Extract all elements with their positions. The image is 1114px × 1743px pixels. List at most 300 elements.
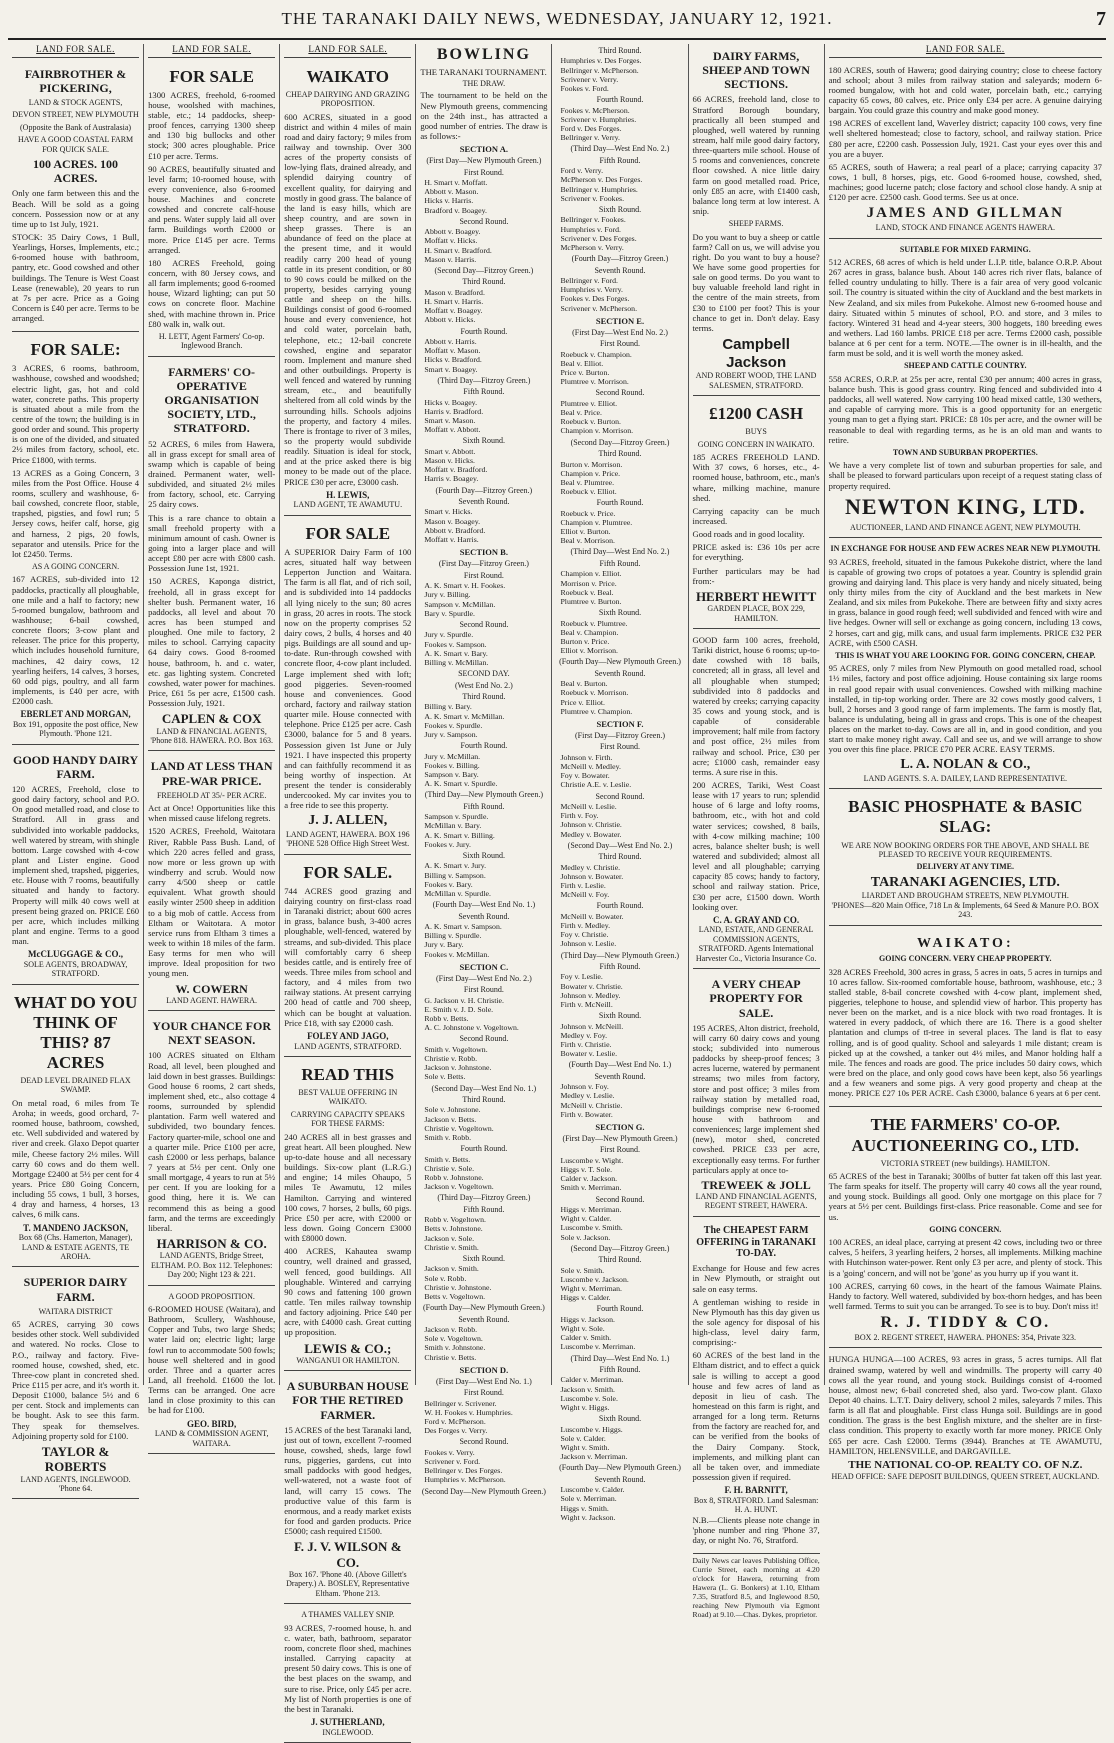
draw-venue: (First Day—New Plymouth Green.) — [426, 156, 542, 166]
column-7 — [825, 44, 1106, 1481]
draw-match: E. Smith v. J. D. Sole. — [424, 1004, 494, 1014]
advert-treweek-joll — [693, 972, 820, 1217]
masthead — [8, 0, 1106, 40]
draw-match: Christie v. Betts. — [424, 1352, 477, 1362]
draw-match: Johnson v. McNeill. — [560, 1021, 624, 1031]
draw-match: Foy v. Bowater. — [560, 771, 610, 781]
advert-body: 100 ACRES situated on Eltham Road, all level, been ploughed and laid down in best grasses. Buildings: Good house 6 rooms, 2 cart sheds, implement shed, etc., also cottage 4 rooms, surrounded by splendid plantation. Farm well watered and subdivided, two boundary fences. Factory quarter-mile, school one and a quarter mile. Price £100 per acre, cash £2000 or less perhaps, balance 7 years at 5½ per cent. Only one small mortgage, 4 years to run at 5½ per cent. If you are looking for a good thing, here it is. We can recommend this as being a good farm, and the terms are exceedingly liberal. — [148, 1050, 276, 1233]
advert-body: 185 ACRES FREEHOLD LAND. With 37 cows, 6 horses, etc., 4-roomed house, bathroom, etc., man's whare, milking machine, manure shed. — [692, 452, 820, 503]
draw-venue: (Second Day—Fitzroy Green.) — [570, 437, 670, 447]
draw-match: Moffatt v. Boagey. — [424, 306, 483, 316]
draw-match: Mason v. Harris. — [424, 254, 477, 264]
draw-match: Bary v. Spurdle. — [424, 608, 475, 618]
draw-match: Sampson v. Bary. — [424, 769, 479, 779]
draw-round-heading: Seventh Round. — [594, 1071, 646, 1081]
draw-match: A. K. Smart v. Spurdle. — [424, 779, 498, 789]
draw-venue: (Fourth Day—West End No. 1.) — [432, 900, 536, 910]
draw-round-heading: Sixth Round. — [598, 608, 642, 618]
draw-venue: (First Day—Fitzroy Green.) — [438, 559, 529, 569]
draw-round-heading: Seventh Round. — [594, 1474, 646, 1484]
advert-signature: L. A. NOLAN & CO., — [900, 757, 1031, 773]
draw-round-heading: Fourth Round. — [596, 1304, 644, 1314]
draw-round-heading: First Round. — [463, 167, 504, 177]
draw-match: Higgs v. T. Sole. — [560, 1165, 613, 1175]
advert-campbell-jackson — [693, 44, 820, 396]
draw-round-heading: Third Round. — [462, 691, 506, 701]
advert-signature: McCLUGGAGE & CO., — [28, 949, 124, 960]
advert-body: HUNGA HUNGA—100 ACRES, 93 acres in grass, 5 acres turnips. All flat drained swamp, watered by well and windmills. The property will carry 40 cows all the year round, and young stock. Buildings consist of 4-roomed house, almost new; 6-bail concreted shed, also yard. Two-cow plant. Glaxo Depot 40 chains. L.T.T. Dairy delivery, school 2 miles, saleyards 7 miles. This farm is all flat and ploughable. First class Hunga soil. Buildings are in good condition. The grass is the best English mixture, and the shelter are in first-class condition. This property to exactly worth far more money. PRICE Only £65 per acre. Cash £2000. Terms (3944). Branches at TE AWAMUTU, HAMILTON, HELENSVILLE, and DARGAVILLE. — [828, 1354, 1102, 1456]
draw-match: Plumtree v. Burton. — [560, 596, 622, 606]
bowling-subtitle: THE TARANAKI TOURNAMENT. — [420, 66, 547, 77]
draw-match: McMillan v. Bary. — [424, 821, 482, 831]
draw-match: A. K. Smart v. Jury. — [424, 861, 487, 871]
draw-match: Christie v. Sole. — [424, 1163, 475, 1173]
advert-signature-address: LIARDET AND BROUGHAM STREETS, NEW PLYMOUTH. — [861, 891, 1069, 901]
draw-match: Abbott v. Harris. — [424, 337, 477, 347]
advert-note: N.B.—Clients please note change in 'phone number and ring 'Phone 37, day, or night No. 76, Stratford. — [692, 1514, 820, 1545]
draw-venue: (Second Day—Fitzroy Green.) — [434, 265, 534, 275]
advert-heading: A VERY CHEAP PROPERTY FOR SALE. — [709, 977, 803, 1020]
draw-match: Roebuck v. Morrison. — [560, 688, 629, 698]
draw-match: Abbott v. Hicks. — [424, 315, 476, 325]
advert-body: 3 ACRES, 6 rooms, bathroom, washhouse, cowshed and woodshed; electric light, gas, hot and cold water, concrete paths. This property is situated about a mile from the centre of the town; the building is in good order and sound. This property is on one of the divided, and situated 2½ miles from factory, school, etc. Price £1800, with terms. — [12, 363, 140, 465]
draw-round-heading: First Round. — [599, 742, 640, 752]
advert-signature: W. COWERN — [175, 981, 248, 996]
column-heading: LAND FOR SALE. — [829, 44, 1102, 58]
draw-match: Jackson v. Merriman. — [560, 1452, 628, 1462]
advert-signature: NEWTON KING, LTD. — [844, 493, 1086, 519]
column-3 — [280, 44, 416, 1737]
advert-signature-address: AND ROBERT WOOD, THE LAND SALESMEN, STRATFORD. — [695, 371, 817, 390]
draw-match: Robb v. Vogeltown. — [424, 1215, 486, 1225]
advert-signature: J. SUTHERLAND, — [310, 1717, 385, 1727]
draw-match: Sole v. Merriman. — [560, 1494, 617, 1504]
advert-signature: H. LEWIS, — [326, 489, 370, 500]
advert-ca-gray — [693, 632, 820, 969]
draw-match: Plumtree v. Champion. — [560, 706, 633, 716]
advert-body: We have a very complete list of town and suburban properties for sale, and shall be pleased to forward particulars upon receipt of a request stating class of property required. — [828, 460, 1102, 491]
draw-match: Jackson v. Smith. — [560, 1384, 615, 1394]
advert-signature: TARANAKI AGENCIES, LTD. — [870, 874, 1060, 890]
advert-j-sutherland — [284, 1607, 411, 1743]
advert-signature: C. A. GRAY AND CO. — [713, 914, 800, 925]
draw-match: Smart v. Hicks. — [424, 507, 473, 517]
advert-body: Only one farm between this and the Beach. Will be sold as a going concern. Possession now or at any time up to 1st July, 1921. — [12, 188, 140, 229]
draw-round-heading: Second Round. — [595, 1194, 645, 1204]
draw-round-heading: Fifth Round. — [599, 1365, 641, 1375]
advert-body: 66 ACRES, freehold land, close to Stratford Borough boundary, practically all been stumped and ploughed, well watered by running stream, half mile good dairy factory, three-quarters mile school. House of 5 rooms and conveniences, concrete floor cowshed. A nice little dairy farm on good metalled road. Price, only £85 an acre, with £1400 cash, balance long term at low interest. A snip. — [692, 94, 820, 217]
draw-match: Luscombe v. Wight. — [560, 1155, 624, 1165]
draw-match: McMillan v. Spurdle. — [424, 888, 491, 898]
advert-signature-address: BOX 2. REGENT STREET, HAWERA. PHONES: 354, Private 323. — [854, 1332, 1077, 1342]
advert-jj-allen — [284, 519, 411, 855]
advert-heading: WHAT DO YOU THINK OF THIS? 87 ACRES — [13, 992, 138, 1072]
draw-match: Bellringer v. McPherson. — [560, 65, 639, 75]
draw-venue: (First Day—West End No. 1.) — [435, 1376, 532, 1386]
advert-body: 120 ACRES, Freehold, close to good dairy factory, school and P.O. On good metalled road, and close to Stratford. All in grass and subdivided into workable paddocks, well watered by stream, with shingle bottom. Large cowshed with 4-cow plant and Lister engine. Good implement shed, trapshed, piggeries, etc. House with 7 rooms, beautifully situated and handy to factory. Property will milk 40 cows well at present being grazed on. PRICE £60 per acre, which includes milking plant and engine. Terms to a good man. — [12, 784, 140, 947]
draw-match: Luscombe v. Calder. — [560, 1485, 625, 1495]
draw-match: Firth v. Foy. — [560, 811, 599, 821]
draw-match: Fookes v. Ford. — [560, 84, 609, 93]
advert-james-gillman — [829, 62, 1102, 239]
advert-body: Good roads and in good locality. — [692, 529, 805, 540]
draw-match: Johnson v. Christie. — [560, 820, 622, 830]
advert-fairbrother-pickering — [12, 62, 139, 333]
advert-signature-address: LAND AGENT. HAWERA. — [166, 995, 258, 1005]
draw-round-heading: Fifth Round. — [599, 961, 641, 971]
bowling-draw-heading: THE DRAW. — [462, 79, 506, 89]
advert-heading: GOOD HANDY DAIRY FARM. — [12, 752, 139, 781]
draw-round-heading: First Round. — [463, 570, 504, 580]
draw-venue: (West End No. 2.) — [454, 680, 513, 690]
advert-mccluggage — [12, 748, 139, 985]
advert-body: 95 ACRES, only 7 miles from New Plymouth on good metalled road, school 1½ miles, factory and post office adjoining. House containing six large rooms in real good repair with usual conveniences. Cowshed with milking machine installed, in tip-top working order. There are 32 cows mostly good calvers, 1 bull, 2 horses and 3 good range of farm implements. The farm is mostly flat, balance is undulating, being all in grass and crops. This is one of the cheapest places on the market to-day. Cows are all in, and in good condition, and you start to make money right away. Call and see us, and we will arrange to show you over this fine place. PRICE £70 PER ACRE. EASY TERMS. — [828, 663, 1102, 755]
draw-match: Johnson v. Firth. — [560, 752, 613, 762]
advert-body: 6-ROOMED HOUSE (Waitara), and Bathroom, Scullery, Washhouse, Copper and Tubs, two large Sheds; water laid on; electric light; large fowl run to accommodate 500 fowls; house well sheltered and in good order. Three and a quarter acres Land, all freehold. £1600 the lot. Terms can be arranged. One acre land in close proximity to this can be had for £100. — [148, 1304, 276, 1416]
draw-round-heading: Second Round. — [459, 1437, 509, 1447]
advert-signature: CAPLEN & COX — [161, 711, 262, 727]
advert-signature-address: INGLEWOOD. — [322, 1727, 374, 1737]
draw-round-heading: Fifth Round. — [463, 387, 505, 397]
advert-heading: FOR SALE: — [30, 340, 121, 360]
column-2 — [144, 44, 280, 1448]
draw-round-heading: Second Round. — [459, 619, 509, 629]
advert-newton-king — [829, 242, 1102, 539]
draw-match: Bowater v. Leslie. — [560, 1049, 618, 1059]
draw-round-heading: Seventh Round. — [458, 1314, 510, 1324]
draw-match: A. K. Smart v. Sampson. — [424, 922, 502, 931]
advert-signature: FOLEY AND JAGO, — [307, 1030, 389, 1041]
advert-subheading: GOING CONCERN. — [929, 1224, 1002, 1234]
draw-match: Medley v. Leslie. — [560, 1091, 615, 1101]
draw-match: Higgs v. Calder. — [560, 1293, 611, 1303]
draw-match: Humphries v. Des Forges. — [560, 56, 642, 66]
advert-signature-address: LAND AGENT, HAWERA. BOX 196 'PHONE 528 Office High Street West. — [285, 830, 410, 849]
draw-venue: (First Day—Fitzroy Green.) — [575, 730, 665, 740]
advert-body: 13 ACRES as a Going Concern, 3 miles from the Post Office. House 4 rooms, scullery and washhouse, 6-bail cowshed, concrete floor, stable, trapshed, pigsties, and fowl run; 5 Jersey cows, heifer calf, horse, gig and harness, 2 pigs, 20 fowls, separator and utensils. Price for the lot £2450. Terms. — [12, 467, 140, 559]
draw-match: Roebuck v. Plumtree. — [560, 618, 628, 628]
advert-address: DEVON STREET, NEW PLYMOUTH — [12, 110, 139, 120]
advert-foley-jago — [284, 858, 411, 1057]
draw-match: Beal v. Morrison. — [560, 536, 615, 546]
draw-round-heading: Fifth Round. — [599, 155, 641, 165]
draw-match: Jury v. McMillan. — [424, 751, 481, 761]
column-1 — [8, 44, 144, 1493]
advert-body: 1300 ACRES, freehold, 6-roomed house, woolshed with machines, stable, etc.; 14 paddocks, sheep-proof fences, carrying 1300 sheep and 130 big bullocks and other stock; 300 acres ploughable. Price £10 per acre. Terms. — [148, 89, 276, 161]
draw-round-heading: Fourth Round. — [596, 498, 644, 508]
advert-body: 558 ACRES, O.R.P. at 25s per acre, rental £30 per annum; 400 acres in grass, balance bush. This is good grass country. Ring fenced and subdivided into 4 paddocks, all well watered. Now carrying 100 head mixed cattle, 130 wethers, and capable of carrying more. This is a good opportunity for an energetic young man to get a flying start. PRICE: £8 10s per acre, and the owner will be reasonable to deal with regarding terms, as he is an old man and wants to retire. — [828, 373, 1102, 445]
draw-round-heading: Third Round. — [462, 1095, 506, 1105]
draw-match: Hicks v. Bradford. — [424, 355, 482, 365]
advert-w-cowern — [148, 754, 275, 1011]
draw-round-heading: First Round. — [599, 1145, 640, 1155]
advert-signature-address: LAND, ESTATE, AND GENERAL COMMISSION AGENTS, STRATFORD. Agents International Harvester Co., Victoria Insurance Co. — [695, 925, 817, 963]
advert-subheading: SHEEP AND CATTLE COUNTRY. — [904, 361, 1027, 371]
draw-round-heading: Second Round. — [459, 216, 509, 226]
advert-signature: TAYLOR & ROBERTS — [41, 1443, 110, 1475]
draw-round-heading: Sixth Round. — [598, 1414, 642, 1424]
draw-match: Betts v. Vogeltown. — [424, 1292, 486, 1302]
advert-subheading: BEST VALUE OFFERING IN WAIKATO. — [298, 1087, 398, 1107]
advert-body: On metal road, 6 miles from Te Aroha; in weeds, good orchard, 7-roomed house, bathroom, cowshed, etc. Well subdivided and watered by river and creek. Glaxo Depot quarter mile, Cheese factory 2½ miles. Will carry 60 cows and do them well. Mortgage £2400 at 5½ per cent for 4 years. Price £80 Going Concern, including 55 cows, 1 bull, 3 horses, 4 dray and harness, 4 horses, 13 calves, 6 milk cans. — [12, 1097, 140, 1220]
draw-round-heading: Second Round. — [595, 791, 645, 801]
draw-match: Higgs v. Jackson. — [560, 1314, 615, 1324]
draw-match: Firth v. Bowater. — [560, 1109, 613, 1119]
advert-stock: STOCK: 35 Dairy Cows, 1 Bull, Yearlings, Horses, Implements, etc.; 6-roomed house with bathroom, pantry, etc. Good cowshed and other buildings. The Tenure is West Coast Lease (renewable), 20 years to run at 7s per acre. Price as a Going Concern is £40 per acre. Terms to be arranged. — [12, 231, 140, 324]
draw-match: Wight v. Jackson. — [560, 1512, 616, 1522]
advert-body: 167 ACRES, sub-divided into 12 paddocks, practically all ploughable, one mile and a half to factory; new 5-roomed bungalow, bathroom and washhouse; 6-bail cowshed, concrete floors; 3-cow plant and releaser. The price for this property, which includes household furniture, machines, 42 dairy cows, 12 yearling heifers, 14 calves, 3 horses, 60 odd pigs, poultry, and all farm implements, is £40 per acre, with £2000 cash. — [12, 574, 140, 707]
advert-body: Carrying capacity can be much increased. — [692, 505, 820, 527]
advert-harrison — [148, 1014, 275, 1285]
advert-signature-address: Box 8, STRATFORD. Land Salesman: H. A. HUNT. — [693, 1495, 819, 1515]
draw-match: Abbott v. Mason. — [424, 187, 479, 197]
draw-round-heading: Fifth Round. — [599, 558, 641, 568]
draw-round-heading: Sixth Round. — [598, 205, 642, 214]
draw-venue: (Second Day—Fitzroy Green.) — [570, 1243, 670, 1253]
draw-match: McPherson v. Verry. — [560, 243, 624, 252]
advert-subheading: AS A GOING CONCERN. — [31, 561, 120, 571]
advert-signature-address: Box 68 (Chs. Hamerton, Manager), LAND & ESTATE AGENTS, TE AROHA. — [18, 1233, 133, 1261]
draw-match: Higgs v. Merriman. — [560, 1205, 622, 1215]
column-4-bowling — [416, 44, 552, 1496]
advert-heading: FAIRBROTHER & PICKERING, — [24, 66, 127, 95]
advert-fh-barnitt — [693, 1220, 820, 1554]
draw-match: Beal v. Champion. — [560, 627, 619, 637]
draw-round-heading: Fourth Round. — [460, 1144, 508, 1154]
advert-address-note: (Opposite the Bank of Australasia) — [20, 122, 132, 132]
advert-body: Do you want to buy a sheep or cattle farm? Call on us, we will advise you right. Do you want to buy a house? We have some good properties for sale on good terms. Do you want to buy valuable freehold land right in the centre of the main streets, from £30 to £100 per foot? This is your chance to get in. Don't delay. Easy terms. — [692, 231, 820, 333]
advert-body: 65 ACRES of the best in Taranaki; 300lbs of butter fat taken off this last year. The farm speaks for itself. The property will carry 40 cows all the year round, and young stock. Buildings all good. Only one mortgage on this place for 7 years at 5½ per cent. Buildings first-class. Price reasonable. Come and see for us. — [828, 1170, 1102, 1222]
column-heading: LAND FOR SALE. — [148, 44, 275, 58]
draw-match: Jury v. Bary. — [424, 940, 464, 950]
advert-body: 240 ACRES all in best grasses and great heart. All been ploughed. New up-to-date house and all necessary buildings. Six-cow plant (L.R.G.) and engine; 14 miles Ohaupo, 5 miles Te Awamutu, 12 miles Hamilton. Carrying and wintered 100 cows, 7 horses, 2 bulls, 60 pigs. Price £50 per acre, with £2000 or less down. Going Concern £3000 with £8000 down. — [284, 1131, 412, 1244]
advert-heading: YOUR CHANCE FOR NEXT SEASON. — [152, 1019, 271, 1048]
bowling-title: BOWLING — [436, 46, 531, 63]
draw-match: McPherson v. Des Forges. — [560, 175, 643, 185]
advert-signature-address: HEAD OFFICE: SAFE DEPOSIT BUILDINGS, QUEEN STREET, AUCKLAND. — [831, 1471, 1100, 1481]
draw-section-heading: SECTION B. — [459, 547, 508, 558]
advert-subheading: TOWN AND SUBURBAN PROPERTIES. — [892, 447, 1038, 457]
advert-taylor-roberts — [12, 1270, 139, 1499]
advert-signature-address: LAND AND FINANCIAL AGENTS, REGENT STREET, HAWERA. — [695, 1191, 817, 1211]
draw-match: Johnson v. Bowater. — [560, 871, 624, 881]
draw-match: Humphries v. Ford. — [560, 224, 622, 234]
advert-waikato-going-concern — [829, 929, 1102, 1108]
advert-body: 600 ACRES, situated in a good district and within 4 miles of main road and dairy factory; 9 miles from railway and township. Over 300 acres of the property consists of low-lying flats, drained already, and splendid dairying country of excellent quality, for dairying and mostly in good grass. The balance of the land is easy hills, which are sheep country, and are sown in sheep grasses. There is an abundance of feed on the place at the present time, and it would readily carry 200 head of young cattle in its present condition, or 80 to 90 cows could be milked on the property, besides carrying young cattle and sheep on the hills. Buildings consist of good 6-roomed house and every convenience, hot and cold water, porcelain bath, telephone, etc.; 12-bail concrete cowshed, engine and separator room. Implement and manure shed and other outbuildings. Property is well fenced and watered by running stream, etc., and beautifully sheltered from all cold winds by the surrounding hills. Schools adjoins the property, and factory 4 miles. There is frontage to river of 3 miles, so the property would subdivide readily. Situation is ideal for stock, and at the price asked there is big money to be made out of the place. PRICE £30 per acre, £3000 cash. — [284, 111, 412, 487]
advert-signature: THE NATIONAL CO-OP. REALTY CO. OF N.Z. — [848, 1458, 1083, 1471]
draw-match: Jury v. Billing. — [424, 590, 471, 600]
advert-heading: FOR SALE — [305, 523, 391, 543]
draw-match: Abbott v. Bradford. — [424, 525, 486, 535]
draw-match: Moffatt v. Bradford. — [424, 465, 488, 475]
advert-signature-address: SOLE AGENTS, BROADWAY, STRATFORD. — [23, 959, 128, 979]
advert-heading: A SUBURBAN HOUSE FOR THE RETIRED FARMER. — [286, 1379, 409, 1422]
advert-body: 90 ACRES, beautifully situated and level farm; 10-roomed house, with every convenience, also 6-roomed house. Machines and concrete cowshed and concrete calf-house and pens. Water supply laid all over farm. Buildings worth £2000 or more. Price £145 per acre. Terms arranged. — [148, 163, 276, 255]
draw-match: Sole v. Calder. — [560, 1433, 606, 1443]
advert-signature: JAMES AND GILLMAN — [866, 205, 1064, 222]
advert-eberlet-morgan — [12, 335, 139, 744]
draw-match: Scrivener v. Des Forges. — [560, 233, 637, 243]
draw-match: Ford v. Des Forges. — [560, 124, 622, 133]
draw-match: Firth v. McNeill. — [560, 999, 613, 1009]
draw-round-heading: First Round. — [599, 339, 640, 349]
draw-match: Bellringer v. Des Forges. — [424, 1466, 503, 1476]
draw-match: Robb v. Betts. — [424, 1014, 469, 1024]
advert-taranaki-agencies — [829, 792, 1102, 925]
advert-signature: EBERLET AND MORGAN, — [20, 709, 131, 720]
draw-match: Moffatt v. Harris. — [424, 535, 479, 545]
advert-signature: T. MANDENO JACKSON, — [23, 1222, 128, 1233]
advert-body: 100 ACRES, an ideal place, carrying at present 42 cows, including two or three calves, 5 heifers, 3 yearling heifers, 2 horses, all implements. Milking machine with Hutchinson water-power. Rent only £3 per acre, and plenty of stock. This is a 'going' concern, and will not be 'gone' as you hurry up if you want it. — [828, 1237, 1102, 1278]
draw-round-heading: Sixth Round. — [462, 1254, 505, 1264]
draw-match: Roebuck v. Burton. — [560, 417, 622, 427]
advert-heading: The CHEAPEST FARM OFFERING in TARANAKI TO-DAY. — [696, 1224, 816, 1260]
draw-round-heading: Sixth Round. — [462, 436, 505, 446]
draw-match: Fookes v. Bary. — [424, 879, 473, 889]
advert-body: 15 ACRES of the best Taranaki land, just out of town, excellent 7-roomed house, cowshed, sheds, large fowl runs, piggeries, gardens, cut into small paddocks with good hedges, well-watered, not a waste foot of land, will carry 15 cows. The productive value of this farm is enormous, and a ready market exists for food and garden products. Price £5000; cash required £1500. — [284, 1424, 412, 1537]
draw-round-heading: Third Round. — [598, 1255, 642, 1265]
advert-body: 180 ACRES Freehold, going concern, with 80 Jersey cows, and all farm implements; good 6-roomed house, Wizard lighting; can put 50 cows on concrete floor. Machine shed, with machine thrown in. Price £80 walk in, walk out. — [148, 257, 276, 329]
advert-signature: H. LETT, Agent Farmers' Co-op. Inglewood Branch. — [158, 331, 265, 351]
draw-venue: (Third Day—West End No. 1.) — [570, 1353, 670, 1363]
advert-heading: SUPERIOR DAIRY FARM. — [23, 1275, 128, 1304]
draw-match: A. K. Smart v. H. Fookes. — [424, 581, 506, 591]
advert-body: DELIVERY AT ANY TIME. — [916, 862, 1014, 872]
draw-round-heading: First Round. — [463, 1388, 504, 1398]
draw-match: Roebuck v. Elliot. — [560, 487, 617, 497]
draw-match: Christie v. Smith. — [424, 1242, 479, 1252]
advert-subheading: THIS IS WHAT YOU ARE LOOKING FOR. GOING CONCERN, CHEAP. — [835, 650, 1096, 660]
draw-match: Wight v. Smith. — [560, 1443, 610, 1453]
advert-acres: 100 ACRES. 100 ACRES. — [33, 157, 119, 186]
draw-match: Mason v. Bradford. — [424, 287, 485, 297]
draw-match: Champion v. Elliot. — [560, 569, 622, 579]
draw-venue: (First Day—West End No. 2.) — [435, 973, 532, 983]
column-heading: LAND FOR SALE. — [284, 44, 411, 58]
draw-match: Johnson v. Leslie. — [560, 939, 617, 949]
draw-match: Billing v. McMillan. — [424, 657, 489, 667]
advert-signature: F. J. V. WILSON & CO. — [294, 1539, 402, 1570]
advert-body: 744 ACRES good grazing and dairying country on first-class road in Taranaki district; about 600 acres in grass, balance bush, 3-400 acres ploughable, well-fenced, watered by streams, and sub-divided. This place will comfortably carry 6 sheep besides cattle, and is entirely free of weeds. Three miles from school and factory, and 4 miles from two railway stations. At present carrying 200 head of cattle and 700 sheep, which can be bought at valuation. Price £18, with say £2000 cash. — [284, 885, 412, 1028]
advert-national-coop-realty — [829, 1351, 1102, 1486]
advert-subheading: BUYS — [745, 427, 767, 437]
advert-offer: HAVE A GOOD COASTAL FARM FOR QUICK SALE. — [17, 135, 134, 154]
draw-match: Elliot v. Burton. — [560, 527, 611, 537]
advert-mandeno-jackson — [12, 988, 139, 1268]
advert-subheading: VICTORIA STREET (new buildings). HAMILTON. — [880, 1158, 1050, 1168]
newspaper-title: THE TARANAKI DAILY NEWS, WEDNESDAY, JANUARY 12, 1921. — [281, 9, 833, 28]
draw-venue: (Third Day—New Plymouth Green.) — [424, 790, 543, 800]
draw-match: Harris v. Boagey. — [424, 474, 479, 484]
draw-match: Firth v. Medley. — [560, 920, 611, 930]
advert-heading: IN EXCHANGE FOR HOUSE AND FEW ACRES NEAR NEW PLYMOUTH. — [830, 544, 1101, 554]
draw-match: Roebuck v. Price. — [560, 508, 616, 518]
draw-match: Wight v. Calder. — [560, 1214, 612, 1224]
draw-match: McNeill v. Christie. — [560, 1100, 623, 1110]
draw-match: Beal v. Plumtree. — [560, 477, 615, 487]
draw-match: Fookes v. McPherson. — [560, 105, 630, 115]
draw-match: Fookes v. Spurdle. — [424, 720, 483, 730]
draw-match: W. H. Fookes v. Humphries. — [424, 1407, 513, 1417]
draw-round-heading: Third Round. — [598, 852, 642, 862]
draw-venue: (Fourth Day—New Plymouth Green.) — [559, 657, 681, 667]
draw-match: Fookes v. Sampson. — [424, 639, 487, 649]
draw-match: Champion v. Plumtree. — [560, 517, 633, 527]
column-6 — [689, 44, 825, 1619]
advert-heading: SUITABLE FOR MIXED FARMING. — [899, 244, 1031, 254]
publisher-imprint: Daily News car leaves Publishing Office, Currie Street, each morning at 4.20 o'clock for Hawera, returning from Hawera (L. G. Bonkers) at 1.10, Eltham 7.35, Stratford 8.5, and Inglewood 8.50, reaching New Plymouth via Egmont Road) at 9.10.—Chas. Dykes, proprietor. — [692, 1556, 820, 1619]
draw-match: Betts v. Johnstone. — [424, 1224, 483, 1234]
draw-match: Medley v. Christie. — [560, 862, 621, 872]
draw-venue: (Fourth Day—New Plymouth Green.) — [559, 1463, 681, 1473]
advert-heading: WAIKATO: — [917, 935, 1014, 951]
draw-match: Jackson v. Robb. — [424, 1325, 478, 1335]
draw-match: Smart v. Boagey. — [424, 364, 478, 374]
draw-match: Jackson v. Sole. — [424, 1233, 475, 1243]
advert-h-lett — [148, 62, 275, 357]
advert-heading: LAND AT LESS THAN PRE-WAR PRICE. — [150, 759, 273, 788]
draw-match: Foy v. Leslie. — [560, 972, 603, 982]
advert-signature-address: LAND, STOCK AND FINANCE AGENTS HAWERA. — [875, 223, 1056, 233]
advert-signature-address: LAND AGENTS, STRATFORD. — [294, 1041, 402, 1051]
advert-heading: A GOOD PROPOSITION. — [168, 1291, 255, 1301]
draw-match: A. K. Smart v. McMillan. — [424, 711, 505, 721]
draw-match: Roebuck v. Beal. — [560, 587, 614, 597]
draw-match: A. C. Johnstone v. Vogeltown. — [424, 1023, 519, 1033]
draw-match: Des Forges v. Verry. — [424, 1426, 488, 1436]
draw-match: Smart v. Mason. — [424, 416, 476, 426]
draw-match: G. Jackson v. H. Christie. — [424, 995, 504, 1005]
advert-body: This is a rare chance to obtain a small freehold property with a minimum amount of cash. Owner is going into a larger place and will accept £80 per acre with £800 cash. Possession June 1st, 1921. — [148, 512, 276, 574]
draw-match: Harris v. Bradford. — [424, 406, 484, 416]
draw-match: Luscombe v. Sole. — [560, 1393, 618, 1403]
draw-match: A. K. Smart v. Bary. — [424, 648, 488, 658]
draw-match: Smith v. Johnstone. — [424, 1343, 486, 1353]
advert-signature-address: LAND AGENTS, INGLEWOOD. 'Phone 64. — [20, 1474, 131, 1493]
advert-fjv-wilson — [284, 1374, 411, 1604]
advert-signature-address: LAND & COMMISSION AGENT, WAITARA. — [154, 1429, 269, 1448]
draw-round-heading: Second Round. — [459, 1034, 509, 1044]
draw-round-heading: Third Round. — [598, 449, 642, 459]
draw-match: Beal v. Price. — [560, 408, 602, 418]
draw-match: Firth v. Leslie. — [560, 880, 606, 890]
advert-body: 400 ACRES, Kahautea swamp country, well drained and grassed, well fenced, good buildings. All ploughable. Wintered and carrying 90 cows and fattening 100 grown cattle. Ten miles railway township and factory adjoining. Price £40 per acre, with £4000 cash. Great cutting up proposition. — [284, 1246, 412, 1338]
draw-match: Scrivener v. Verry. — [560, 74, 619, 84]
draw-match: McNeill v. Medley. — [560, 761, 621, 771]
draw-match: Fookes v. Jury. — [424, 839, 471, 849]
draw-venue: (Fourth Day—Fitzroy Green.) — [571, 254, 669, 264]
advert-heading: FOR SALE — [169, 66, 254, 86]
draw-section-heading: SECTION E. — [595, 315, 645, 326]
draw-match: Jackson v. Smith. — [424, 1264, 479, 1274]
advert-body: GOOD farm 100 acres, freehold, Tariki district, house 6 rooms; up-to-date cowshed with 18 bails, concreted; all in grass, all level and all ploughable when stumped; subdivided into 8 paddocks and watered by creeks; carrying capacity 35 cows and young stock, and is capable of considerable improvement; half mile from factory and post office, 2½ miles from railway and school. Price, £30 per acre; £1000 cash, remainder easy terms. A sure rise in this. — [692, 635, 820, 777]
page-columns — [8, 44, 1106, 1737]
draw-match: Medley v. Foy. — [560, 1030, 608, 1040]
draw-match: Robb v. Johnstone. — [424, 1173, 484, 1183]
draw-match: A. K. Smart v. Billing. — [424, 830, 495, 840]
advert-heading: £1200 CASH — [709, 404, 804, 424]
advert-body: 93 ACRES, freehold, situated in the famous Pukekohe district, where the land is capable of growing two crops of potatoes a year. Country is splendid grain growing and dairying land. This place is very handy and nicely situated, being only thirty miles from the city of Auckland and the best markets in New Zealand, and six miles from Pukekohe. There are between fifty and sixty acres in grass, balance in good rough feed; well subdivided and fenced with wire and live hedges. Owner will sell or exchange as going concern, including 13 cows, 2 horses, cart and gig, milk cans, and usual farm implements. PRICE £32 PER ACRE, with £500 CASH. — [828, 556, 1102, 648]
draw-match: Luscombe v. Merriman. — [560, 1342, 636, 1352]
draw-match: Bradford v. Boagey. — [424, 205, 487, 215]
draw-match: Calder v. Jackson. — [560, 1174, 618, 1184]
draw-match: Bellringer v. Ford. — [560, 276, 618, 286]
draw-match: Higgs v. Smith. — [560, 1503, 609, 1513]
advert-body: 195 ACRES, Alton district, freehold, will carry 60 dairy cows and young stock; subdivided into numerous paddocks by sheep-proof fences; 3 acres lucerne, watered by permanent streams; two miles from factory, store and post office; 3 miles from railway station by metalled road, buildings comprise new 6-roomed house with bathroom and conveniences; large implement shed (new), motor shed, concreted cowshed. PRICE £33 per acre, exceptionally easy terms. For further particulars apply at once to- — [692, 1022, 820, 1175]
advert-signature-address: LAND AGENTS, Bridge Street, ELTHAM. P.O. Box 112. Telephones: Day 200; Night 123 & 221. — [150, 1251, 273, 1280]
draw-match: Billing v. Sampson. — [424, 870, 486, 880]
advert-heading: FOR SALE. — [303, 862, 393, 882]
